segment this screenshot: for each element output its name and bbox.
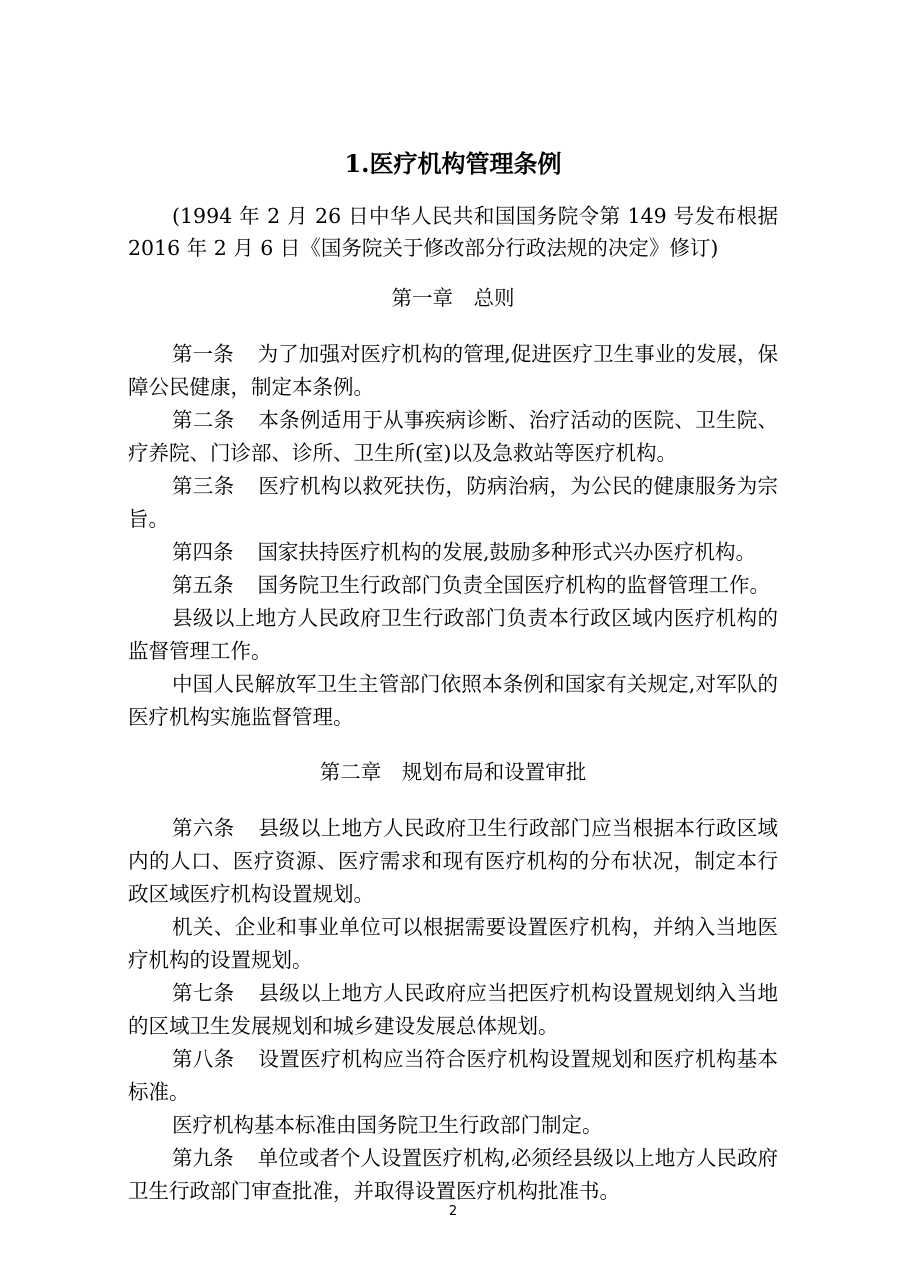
- article-number: 第一条: [172, 342, 234, 366]
- article-paragraph: [128, 812, 778, 911]
- chapter-1-heading: 第一章 总则: [391, 286, 515, 310]
- document-body: [128, 140, 778, 1208]
- article-text: 医疗机构基本标准由国务院卫生行政部门制定。: [172, 1113, 603, 1137]
- article-paragraph: [128, 1142, 778, 1208]
- article-paragraph: [128, 1043, 778, 1109]
- article-number: 第八条: [172, 1047, 235, 1071]
- chapter-2-articles: [128, 812, 778, 1208]
- article-text: 设置医疗机构应当符合医疗机构设置规划和医疗机构基本标准。: [128, 1047, 779, 1104]
- article-text: 医疗机构以救死扶伤，防病治病，为公民的健康服务为宗旨。: [128, 474, 779, 531]
- article-number: 第三条: [172, 474, 235, 498]
- source-note: (1994 年 2 月 26 日中华人民共和国国务院令第 149 号发布根据 2016 年 2 月 6 日《国务院关于修改部分行政法规的决定》修订): [128, 204, 778, 260]
- article-number: 第五条: [172, 573, 234, 597]
- article-paragraph: [128, 338, 778, 404]
- article-text: 县级以上地方人民政府卫生行政部门应当根据本行政区域内的人口、医疗资源、医疗需求和现有医疗机构的分布状况，制定本行政区域医疗机构设置规划。: [128, 816, 779, 906]
- article-paragraph: [128, 536, 778, 569]
- article-text: 单位或者个人设置医疗机构,必须经县级以上地方人民政府卫生行政部门审查批准，并取得设置医疗机构批准书。: [128, 1146, 779, 1203]
- article-paragraph: [128, 470, 778, 536]
- article-paragraph: [128, 977, 778, 1043]
- clause-paragraph: [128, 602, 778, 668]
- chapter-1-articles: [128, 338, 778, 734]
- article-number: 第二条: [172, 408, 235, 432]
- article-number: 第六条: [172, 816, 235, 840]
- article-text: 国家扶持医疗机构的发展,鼓励多种形式兴办医疗机构。: [257, 540, 757, 564]
- article-text: 本条例适用于从事疾病诊断、治疗活动的医院、卫生院、疗养院、门诊部、诊所、卫生所(室)以及急救站等医疗机构。: [128, 408, 779, 465]
- article-number: 第七条: [172, 981, 235, 1005]
- document-title: 1.医疗机构管理条例: [344, 149, 562, 178]
- article-number: 第四条: [172, 540, 234, 564]
- article-number: 第九条: [172, 1146, 234, 1170]
- article-paragraph: [128, 569, 778, 602]
- clause-paragraph: [128, 668, 778, 734]
- clause-paragraph: [128, 911, 778, 977]
- article-text: 中国人民解放军卫生主管部门依照本条例和国家有关规定,对军队的医疗机构实施监督管理。: [128, 672, 778, 729]
- article-text: 县级以上地方人民政府应当把医疗机构设置规划纳入当地的区域卫生发展规划和城乡建设发展总体规划。: [128, 981, 779, 1038]
- article-text: 机关、企业和事业单位可以根据需要设置医疗机构，并纳入当地医疗机构的设置规划。: [128, 915, 778, 972]
- chapter-2-heading: 第二章 规划布局和设置审批: [319, 760, 587, 784]
- article-text: 县级以上地方人民政府卫生行政部门负责本行政区域内医疗机构的监督管理工作。: [128, 606, 778, 663]
- clause-paragraph: [128, 1109, 778, 1142]
- article-paragraph: [128, 404, 778, 470]
- page-number: 2: [448, 1204, 458, 1219]
- article-text: 为了加强对医疗机构的管理,促进医疗卫生事业的发展，保障公民健康，制定本条例。: [128, 342, 779, 399]
- article-text: 国务院卫生行政部门负责全国医疗机构的监督管理工作。: [257, 573, 770, 597]
